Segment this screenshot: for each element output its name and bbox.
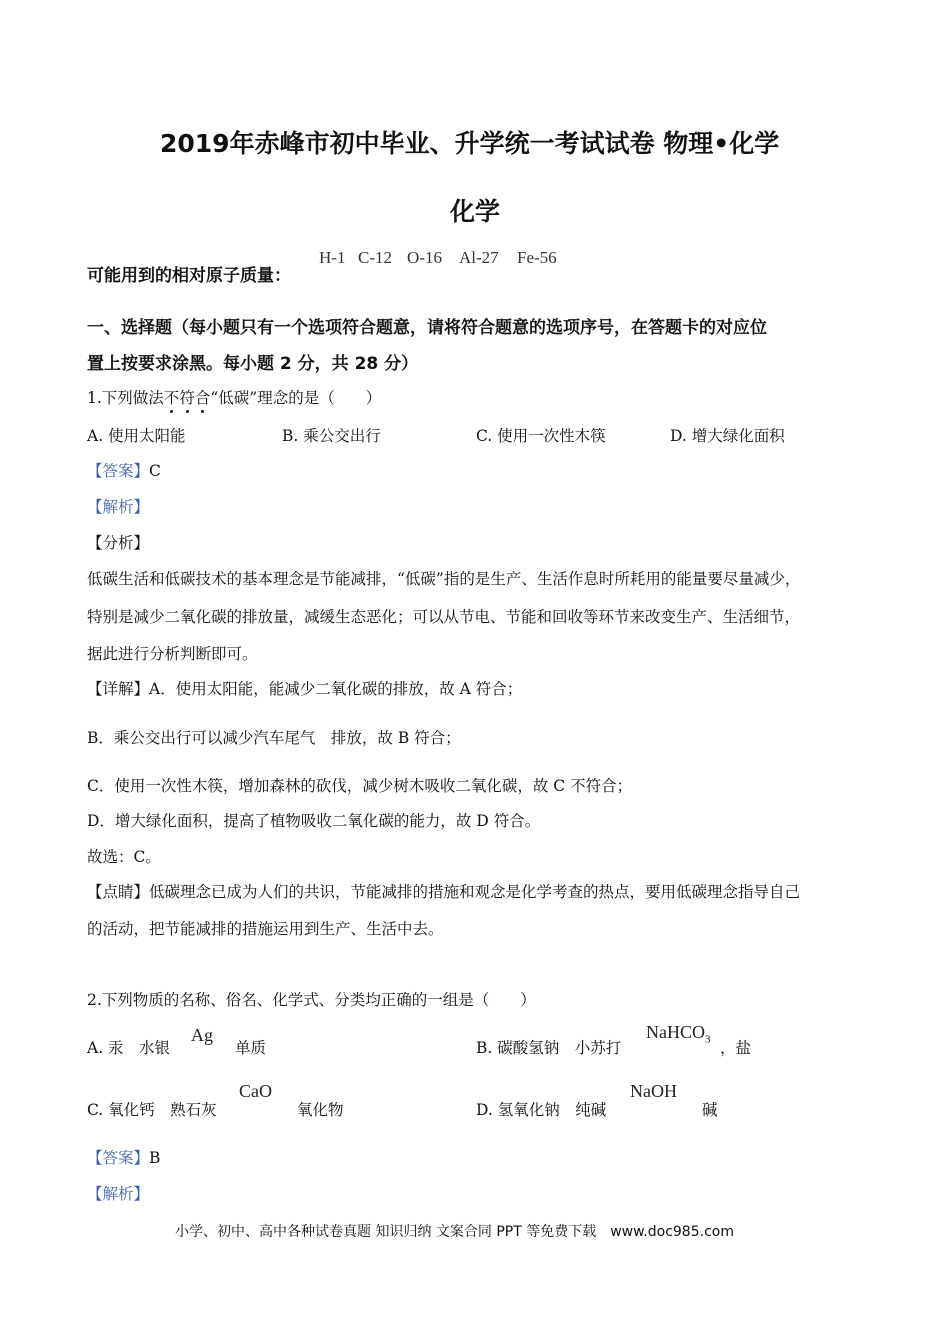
q1-option-c: C. 使用一次性木筷 <box>476 427 606 445</box>
atomic-mass-fe: Fe-56 <box>517 248 557 267</box>
q1-answer-value: C <box>149 462 161 480</box>
q1-detail-line-5: 故选：C。 <box>87 848 161 866</box>
q1-emphasis-char-1: 不 <box>164 389 180 407</box>
q2-option-c-class: 氧化物 <box>297 1101 344 1119</box>
page-footer: 小学、初中、高中各种试卷真题 知识归纳 文案合同 PPT 等免费下载 www.doc985.com <box>175 1224 734 1240</box>
atomic-mass-c: C-12 <box>358 248 392 267</box>
q2-stem: 2.下列物质的名称、俗名、化学式、分类均正确的一组是（ ） <box>87 991 536 1009</box>
q1-stem <box>87 386 381 408</box>
q1-fenxi-line-2: 特别是减少二氧化碳的排放量，减缓生态恶化；可以从节电、节能和回收等环节来改变生产、生活细节， <box>87 608 801 626</box>
q1-detail-line-3: C．使用一次性木筷，增加森林的砍伐，减少树木吸收二氧化碳，故 C 不符合； <box>87 777 633 795</box>
q1-option-b: B. 乘公交出行 <box>282 427 381 445</box>
q1-comment-line-2: 的活动，把节能减排的措施运用到生产、生活中去。 <box>87 920 444 938</box>
q1-detail-line-4: D．增大绿化面积，提高了植物吸收二氧化碳的能力，故 D 符合。 <box>87 812 541 830</box>
q1-detail-line-2: B．乘公交出行可以减少汽车尾气 排放，故 B 符合； <box>87 729 461 747</box>
q1-fenxi-label: 【分析】 <box>87 534 150 552</box>
q1-comment-label: 【点睛】 <box>87 883 150 901</box>
q1-stem-post: “低碳”理念的是（ ） <box>210 389 382 407</box>
q1-fenxi-line-1: 低碳生活和低碳技术的基本理念是节能减排，“低碳”指的是生产、生活作息时所耗用的能量要尽量减少， <box>87 570 801 588</box>
q2-answer-value: B <box>149 1149 161 1167</box>
q2-analysis-label: 【解析】 <box>87 1185 150 1203</box>
q2-option-b-class: ，盐 <box>720 1039 752 1057</box>
q1-emphasis-char-2: 符 <box>179 389 195 407</box>
q2-answer <box>87 1146 160 1168</box>
atomic-mass-label: 可能用到的相对原子质量： <box>87 266 291 286</box>
page-title: 2019年赤峰市初中毕业、升学统一考试试卷 物理•化学 <box>160 129 780 158</box>
q1-comment <box>87 880 800 902</box>
q1-option-d: D. 增大绿化面积 <box>670 427 785 445</box>
q2-option-a-name: A. 汞 水银 <box>87 1039 171 1057</box>
q2-option-b-formula: NaHCO$_3$ <box>646 1022 711 1046</box>
q1-option-a: A. 使用太阳能 <box>87 427 186 445</box>
atomic-mass-h: H-1 <box>319 248 346 267</box>
q1-detail-label: 【详解】 <box>87 680 150 698</box>
q2-option-c-name: C. 氧化钙 熟石灰 <box>87 1101 217 1119</box>
q2-answer-label: 【答案】 <box>87 1149 150 1167</box>
q2-option-a-class: 单质 <box>235 1039 267 1057</box>
q1-stem-pre: 1.下列做法 <box>87 389 164 407</box>
q1-detail-line-1: A．使用太阳能，能减少二氧化碳的排放，故 A 符合； <box>149 680 523 698</box>
q1-answer <box>87 459 161 481</box>
q1-detail-a <box>87 677 522 699</box>
q1-analysis-label: 【解析】 <box>87 498 150 516</box>
q2-option-c-formula: CaO <box>239 1081 272 1101</box>
q2-option-d-class: 碱 <box>702 1101 718 1119</box>
atomic-mass-o: O-16 <box>407 248 442 267</box>
q2-option-d-name: D. 氢氧化钠 纯碱 <box>476 1101 607 1119</box>
q1-fenxi-line-3: 据此进行分析判断即可。 <box>87 645 258 663</box>
q1-comment-line-1: 低碳理念已成为人们的共识，节能减排的措施和观念是化学考查的热点，要用低碳理念指导自己 <box>149 883 801 901</box>
atomic-mass-al: Al-27 <box>459 248 499 267</box>
section-heading-line2: 置上按要求涂黑。每小题 2 分，共 28 分） <box>87 354 419 374</box>
subject-title: 化学 <box>450 197 501 226</box>
q1-answer-label: 【答案】 <box>87 462 150 480</box>
q2-option-b-name: B. 碳酸氢钠 小苏打 <box>476 1039 622 1057</box>
q2-option-a-formula: Ag <box>191 1025 213 1045</box>
q2-option-d-formula: NaOH <box>630 1081 677 1101</box>
section-heading-line1: 一、选择题（每小题只有一个选项符合题意，请将符合题意的选项序号，在答题卡的对应位 <box>87 318 767 338</box>
q1-emphasis-char-3: 合 <box>195 389 211 407</box>
